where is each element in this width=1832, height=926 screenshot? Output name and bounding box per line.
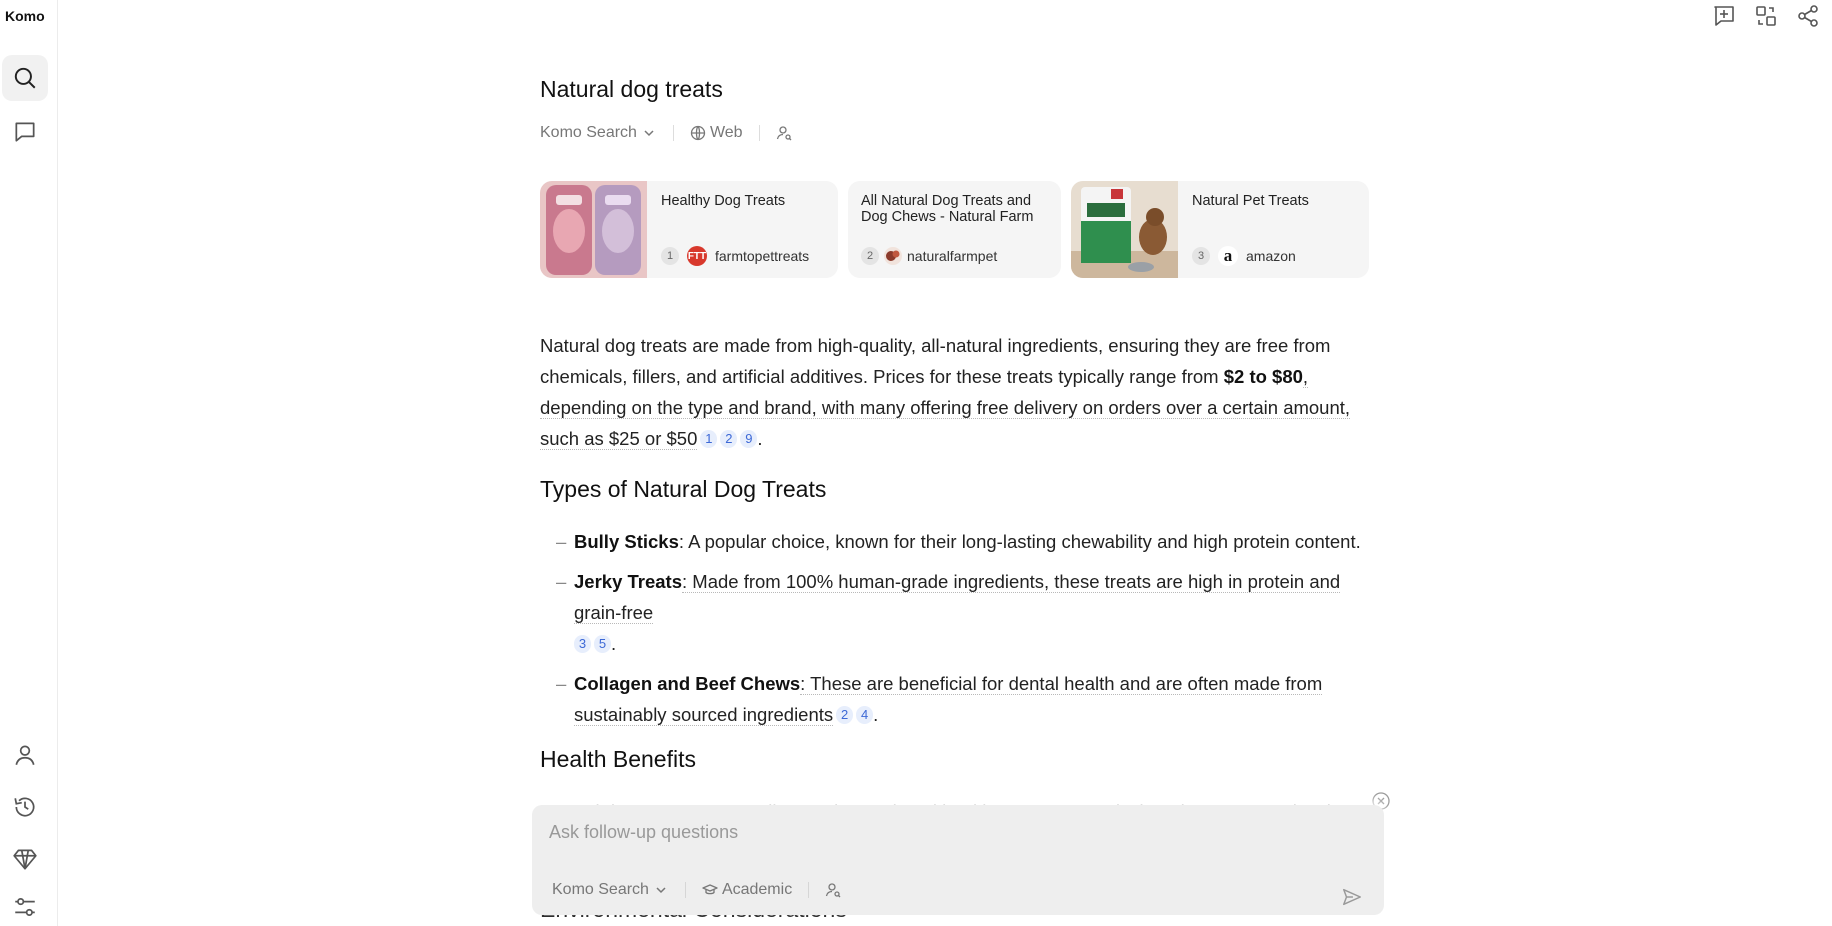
price-range: $2 to $80 xyxy=(1223,366,1303,387)
source-title: Healthy Dog Treats xyxy=(661,193,786,209)
source-site: naturalfarmpet xyxy=(907,248,998,264)
globe-icon xyxy=(690,125,706,141)
citation-badge[interactable]: 2 xyxy=(836,706,853,724)
chevron-down-icon xyxy=(641,125,657,141)
send-icon xyxy=(1341,886,1363,908)
share-button[interactable] xyxy=(1794,2,1822,30)
source-index: 1 xyxy=(661,247,679,265)
scope-selector-web[interactable] xyxy=(690,124,743,142)
followup-input[interactable]: Ask follow-up questions xyxy=(549,822,739,842)
focus-selector-academic[interactable] xyxy=(702,881,792,899)
source-cards xyxy=(540,181,1369,278)
amazon-logo-icon: a xyxy=(1218,246,1238,266)
sidebar-chat-button[interactable] xyxy=(2,109,48,155)
followup-persona-button[interactable] xyxy=(825,882,841,898)
source-index: 2 xyxy=(861,247,879,265)
source-card-2[interactable] xyxy=(848,181,1061,278)
source-title: Natural Pet Treats xyxy=(1192,193,1309,209)
type-description: : Made from 100% human-grade ingredients, these treats are high in protein and grain-free xyxy=(574,571,1341,623)
followup-engine-selector[interactable] xyxy=(552,881,669,899)
type-description: : These are beneficial for dental health and are often made from sustainably sourced ingredients xyxy=(574,673,1323,725)
search-icon xyxy=(12,65,38,91)
source-card-1[interactable] xyxy=(540,181,838,278)
switch-view-button[interactable] xyxy=(1752,2,1780,30)
diamond-icon xyxy=(12,846,38,872)
new-note-icon xyxy=(1712,4,1736,28)
graduation-cap-icon xyxy=(702,882,718,898)
search-options-bar xyxy=(540,124,792,142)
type-name: Jerky Treats xyxy=(574,571,683,592)
followup-box xyxy=(532,805,1384,915)
intro-text-2: , depending on the type and brand, with many offering free delivery on orders over a certain amount, such as $25 or $50 xyxy=(540,366,1351,449)
source-index: 3 xyxy=(1192,247,1210,265)
source-thumbnail xyxy=(540,181,647,278)
sidebar-settings-button[interactable] xyxy=(2,884,48,926)
source-title: All Natural Dog Treats and Dog Chews - Natural Farm xyxy=(861,193,1034,225)
chevron-down-icon xyxy=(653,882,669,898)
sidebar xyxy=(0,0,58,926)
send-button[interactable] xyxy=(1338,883,1366,911)
switch-view-icon xyxy=(1754,4,1778,28)
top-toolbar xyxy=(1710,2,1822,30)
engine-label: Komo Search xyxy=(552,881,649,898)
citation-badge[interactable]: 5 xyxy=(594,635,611,653)
type-name: Bully Sticks xyxy=(574,531,679,552)
persona-button[interactable] xyxy=(776,125,792,141)
intro-paragraph: Natural dog treats are made from high-quality, all-natural ingredients, ensuring they are free from chemicals, fillers, and artificial additives. Prices for these treats typically range from $2 to $80, depending on the type and brand, with many offering free delivery on orders over a certain amount, such as $25 or $50 1 2 9 . xyxy=(540,335,1351,449)
type-name: Collagen and Beef Chews xyxy=(574,673,801,694)
answer-body xyxy=(540,330,1380,827)
share-icon xyxy=(1796,4,1820,28)
user-icon xyxy=(12,742,38,768)
history-icon xyxy=(12,794,38,820)
sidebar-profile-button[interactable] xyxy=(2,732,48,778)
section-heading-health: Health Benefits xyxy=(540,746,696,772)
farmtopettreats-logo-icon: FTT xyxy=(687,246,707,266)
list-item: – Collagen and Beef Chews: These are beneficial for dental health and are often made from sustainably sourced ingredients 2 4 . xyxy=(540,668,1380,730)
citation-badge[interactable]: 2 xyxy=(720,430,737,448)
source-card-3[interactable] xyxy=(1071,181,1369,278)
intro-text-1: Natural dog treats are made from high-quality, all-natural ingredients, ensuring they are free from chemicals, fillers, and artificial additives. Prices for these treats typically range from xyxy=(540,335,1331,387)
page-title: Natural dog treats xyxy=(540,76,723,102)
user-search-icon xyxy=(776,125,792,141)
types-list xyxy=(540,526,1380,730)
list-item: – Jerky Treats: Made from 100% human-grade ingredients, these treats are high in protein and grain-free 3 5 . xyxy=(540,566,1380,659)
citation-badge[interactable]: 3 xyxy=(574,635,591,653)
user-search-icon xyxy=(825,882,841,898)
app-logo[interactable]: Komo xyxy=(5,8,45,24)
settings-sliders-icon xyxy=(12,894,38,920)
citation-badge[interactable]: 1 xyxy=(700,430,717,448)
divider xyxy=(673,125,674,141)
divider xyxy=(808,882,809,898)
source-site: amazon xyxy=(1246,248,1296,264)
list-item xyxy=(540,526,1380,557)
scope-label: Web xyxy=(709,124,743,141)
engine-selector[interactable] xyxy=(540,124,657,142)
sidebar-search-button[interactable] xyxy=(2,55,48,101)
followup-options-bar xyxy=(552,881,841,899)
type-description: : A popular choice, known for their long-lasting chewability and high protein content. xyxy=(678,531,1361,552)
source-site: farmtopettreats xyxy=(715,248,810,264)
chat-icon xyxy=(12,119,38,145)
sidebar-premium-button[interactable] xyxy=(2,836,48,882)
divider xyxy=(685,882,686,898)
focus-label: Academic xyxy=(721,881,793,898)
section-heading-types: Types of Natural Dog Treats xyxy=(540,476,827,502)
engine-label: Komo Search xyxy=(540,124,637,141)
sidebar-history-button[interactable] xyxy=(2,784,48,830)
citation-badge[interactable]: 4 xyxy=(856,706,873,724)
naturalfarmpet-logo-icon xyxy=(883,246,903,266)
citation-badge[interactable]: 9 xyxy=(740,430,757,448)
source-thumbnail xyxy=(1071,181,1178,278)
divider xyxy=(759,125,760,141)
new-note-button[interactable] xyxy=(1710,2,1738,30)
